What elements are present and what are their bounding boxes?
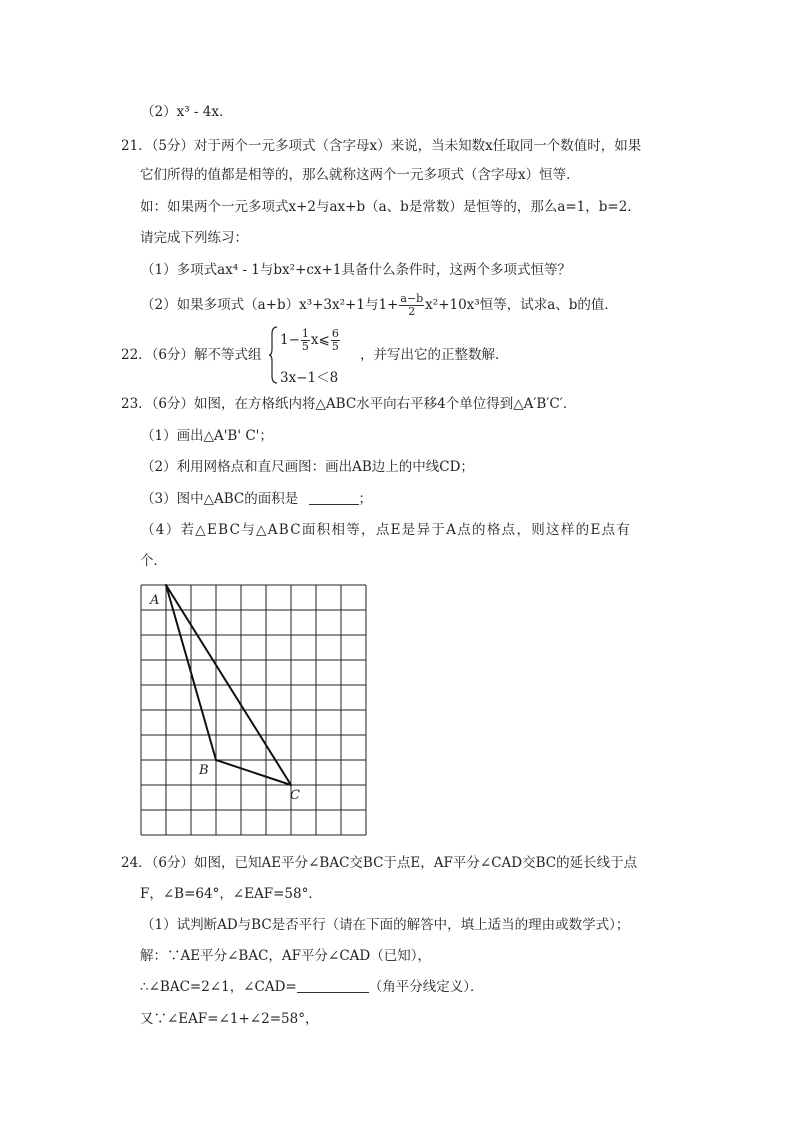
ineq1-fraction-1 bbox=[301, 328, 310, 353]
q21-instruction: 请完成下列练习： bbox=[140, 230, 248, 246]
inequality-system bbox=[268, 326, 363, 384]
q23-heading: 23．（6分）如图，在方格纸内将△ABC水平向右平移4个单位得到△A′B′C′． bbox=[121, 396, 577, 412]
q22-suffix: ，并写出它的正整数解． bbox=[360, 347, 509, 363]
q24-continuation: F，∠B=64°，∠EAF=58°． bbox=[140, 886, 322, 902]
answer-blank[interactable] bbox=[309, 492, 359, 505]
ineq1-a: 1− bbox=[280, 332, 300, 348]
ineq1-b: x⩽ bbox=[310, 332, 330, 348]
q21-part2-fraction bbox=[399, 293, 424, 318]
q23-part1: （1）画出△A'B' C'； bbox=[141, 428, 273, 444]
fraction-numerator: a−b bbox=[400, 292, 424, 305]
q24-solution-line2 bbox=[140, 978, 483, 996]
q21-part2-suffix: x²+10x³恒等，试求a、b的值． bbox=[425, 297, 618, 313]
q23-part4: （4）若△EBC与△ABC面积相等，点E是异于A点的格点，则这样的E点有 bbox=[141, 522, 632, 538]
answer-blank[interactable] bbox=[297, 980, 369, 993]
inequality-row-1 bbox=[280, 328, 341, 353]
q21-part2-prefix: （2）如果多项式（a+b）x³+3x²+1与1+ bbox=[141, 297, 399, 313]
q20-part2-text: （2）x³ - 4x． bbox=[141, 104, 233, 120]
q23-part3-suffix: ； bbox=[358, 491, 373, 507]
fraction-denominator: 5 bbox=[301, 340, 309, 353]
grid-figure bbox=[140, 584, 400, 848]
vertex-label-a: A bbox=[150, 593, 160, 608]
ineq1-fraction-2 bbox=[331, 328, 340, 353]
fraction-numerator: 6 bbox=[331, 327, 339, 340]
q24-solution-line1: 解：∵AE平分∠BAC，AF平分∠CAD（已知）， bbox=[140, 948, 431, 964]
q24-s2-prefix: ∴∠BAC=2∠1，∠CAD= bbox=[140, 979, 297, 995]
q23-part3-prefix: （3）图中△ABC的面积是 bbox=[141, 491, 299, 507]
grid-lines bbox=[141, 585, 366, 835]
fraction-denominator: 2 bbox=[408, 305, 416, 318]
fraction-numerator: 1 bbox=[301, 327, 309, 340]
q24-heading: 24．（6分）如图，已知AE平分∠BAC交BC于点E，AF平分∠CAD交BC的延长线于点 bbox=[121, 855, 638, 871]
left-brace-icon bbox=[268, 326, 278, 384]
grid-triangle-diagram bbox=[140, 584, 400, 844]
q22-prefix: 22．（6分）解不等式组 bbox=[121, 347, 262, 363]
q24-part1: （1）试判断AD与BC是否平行（请在下面的解答中，填上适当的理由或数学式）； bbox=[141, 917, 630, 933]
q21-example: 如：如果两个一元多项式x+2与ax+b（a、b是常数）是恒等的，那么a=1，b=2． bbox=[140, 199, 641, 215]
q23-part2: （2）利用网格点和直尺画图：画出AB边上的中线CD； bbox=[141, 459, 474, 475]
q21-part2 bbox=[141, 293, 618, 318]
inequality-row-2: 3x−1＜8 bbox=[280, 370, 339, 386]
vertex-label-c: C bbox=[290, 788, 300, 803]
q24-s2-suffix: （角平分线定义）． bbox=[368, 979, 484, 995]
q21-part1: （1）多项式ax⁴ - 1与bx²+cx+1具备什么条件时，这两个多项式恒等？ bbox=[141, 262, 571, 278]
q23-part3 bbox=[141, 490, 372, 508]
q21-heading: 21．（5分）对于两个一元多项式（含字母x）来说，当未知数x任取同一个数值时，如果 bbox=[121, 138, 642, 154]
vertex-label-b: B bbox=[199, 763, 209, 778]
q24-solution-line3: 又∵∠EAF=∠1+∠2=58°， bbox=[140, 1011, 319, 1027]
q23-part4-continuation: 个． bbox=[140, 553, 167, 569]
q20-part2 bbox=[141, 103, 232, 121]
triangle-side-bc bbox=[216, 760, 291, 785]
q21-continuation: 它们所得的值都是相等的，那么就称这两个一元多项式（含字母x）恒等． bbox=[140, 167, 580, 183]
fraction-denominator: 5 bbox=[331, 340, 339, 353]
